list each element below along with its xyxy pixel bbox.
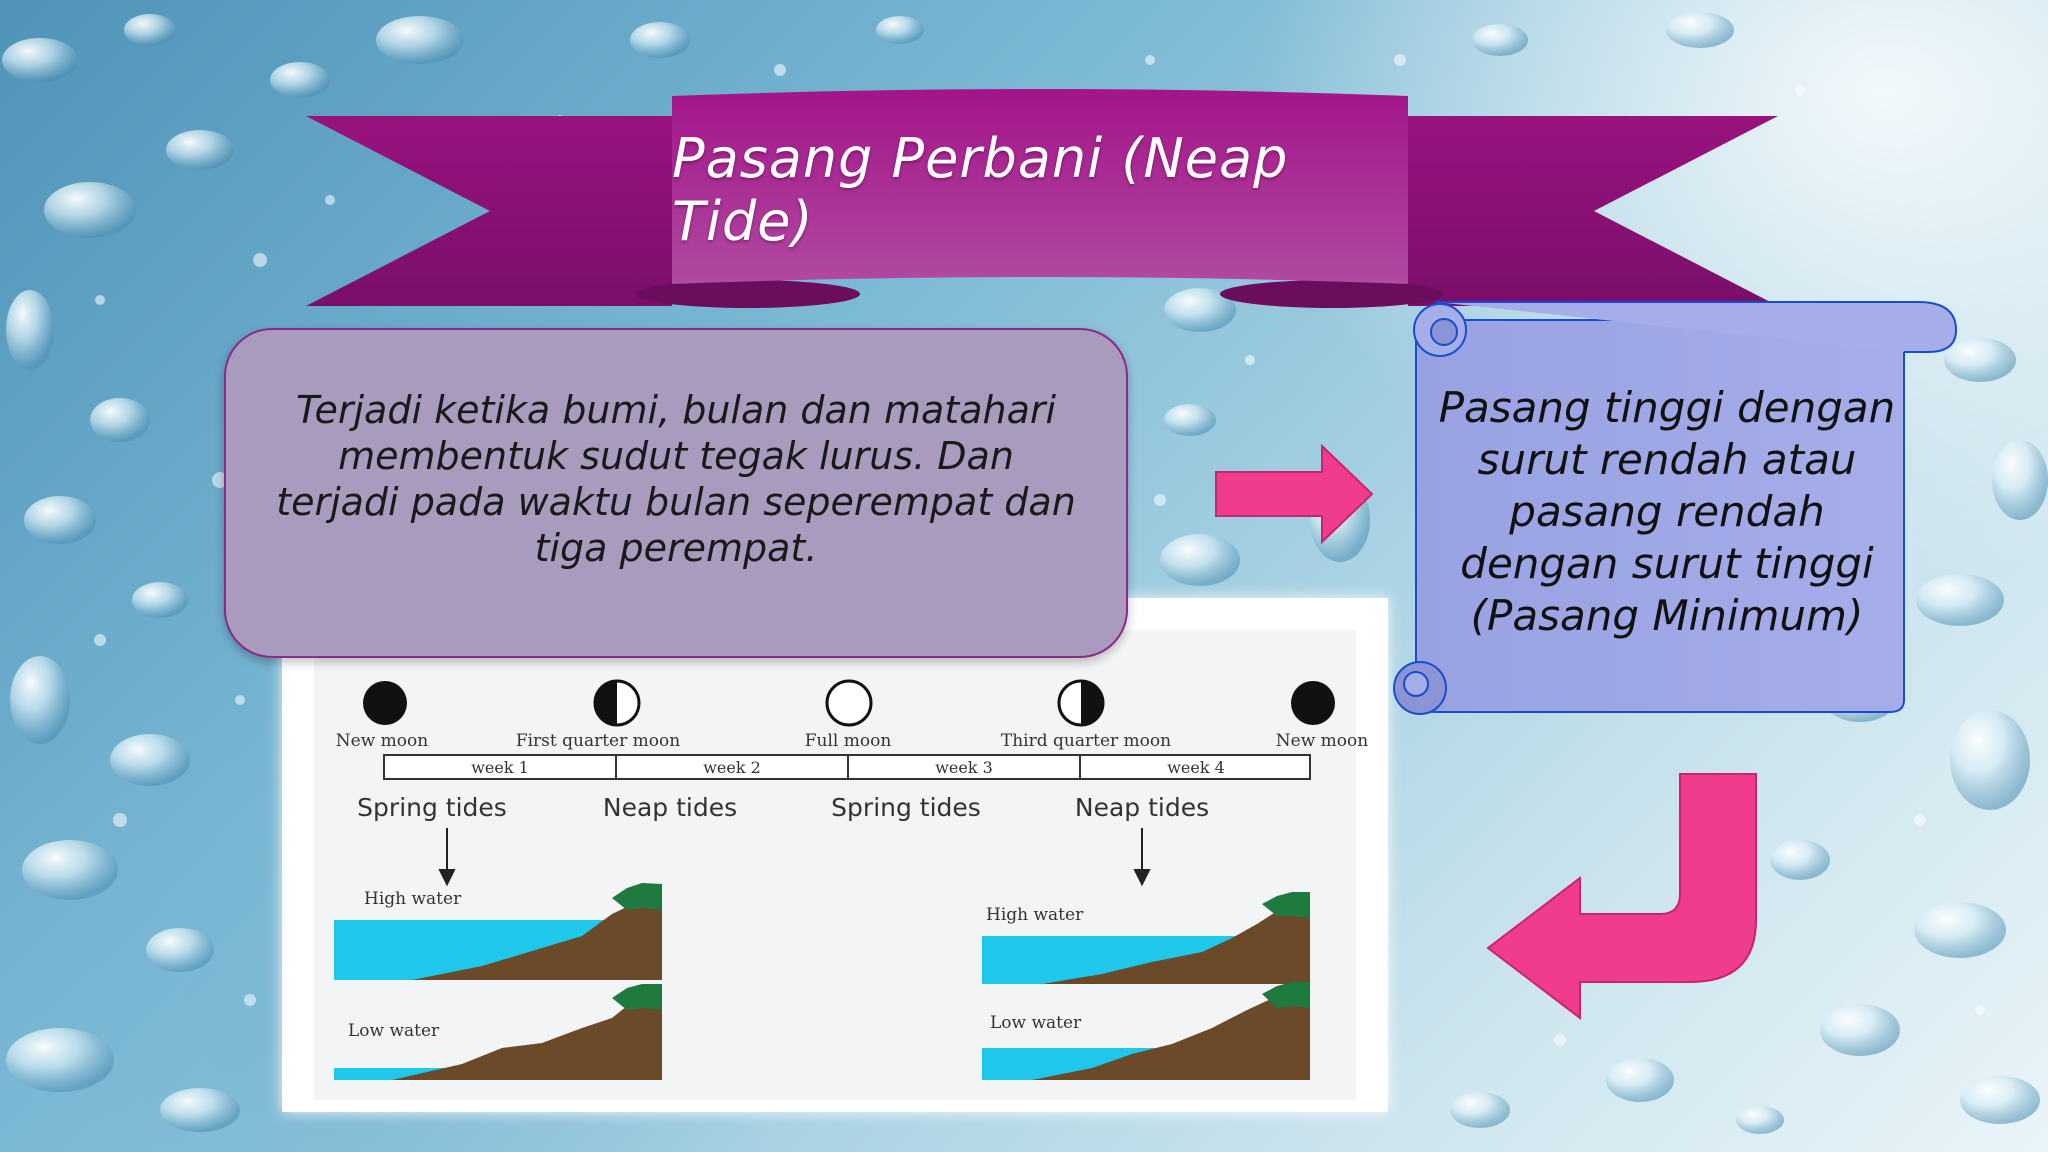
description-box [224,328,1128,658]
tide-label: Neap tides [1074,793,1210,822]
new-moon-icon [363,681,407,725]
phase-label: Full moon [804,731,892,751]
water-label: Low water [348,1021,440,1041]
week-label: week 1 [471,758,529,777]
curved-arrow-icon [1480,770,1760,1022]
water-label: Low water [990,1013,1082,1033]
phase-label: Third quarter moon [1000,731,1172,751]
scroll-text: Pasang tinggi dengan surut rendah atau pasang rendah dengan surut tinggi (Pasang Minimum) [1438,383,1896,640]
arrow-right-icon [1212,444,1376,544]
page-title: Pasang Perbani (Neap Tide) [672,127,1289,253]
phase-label: New moon [1275,731,1369,751]
full-moon-icon [827,681,871,725]
week-label: week 3 [935,758,993,777]
week-label: week 4 [1167,758,1225,777]
tide-label: Neap tides [602,793,738,822]
new-moon-icon [1291,681,1335,725]
week-label: week 2 [703,758,761,777]
description-text: Terjadi ketika bumi, bulan dan matahari membentuk sudut tegak lurus. Dan terjadi pada waktu bulan seperempat dan tiga perempat. [276,388,1076,570]
phase-label: New moon [335,731,429,751]
tide-label: Spring tides [831,793,981,822]
phase-label: First quarter moon [515,731,681,751]
third-quarter-moon-icon [1059,681,1103,725]
first-quarter-moon-icon [595,681,639,725]
tide-diagram [282,598,1388,1112]
tide-label: Spring tides [357,793,507,822]
water-label: High water [364,889,462,909]
water-label: High water [986,905,1084,925]
